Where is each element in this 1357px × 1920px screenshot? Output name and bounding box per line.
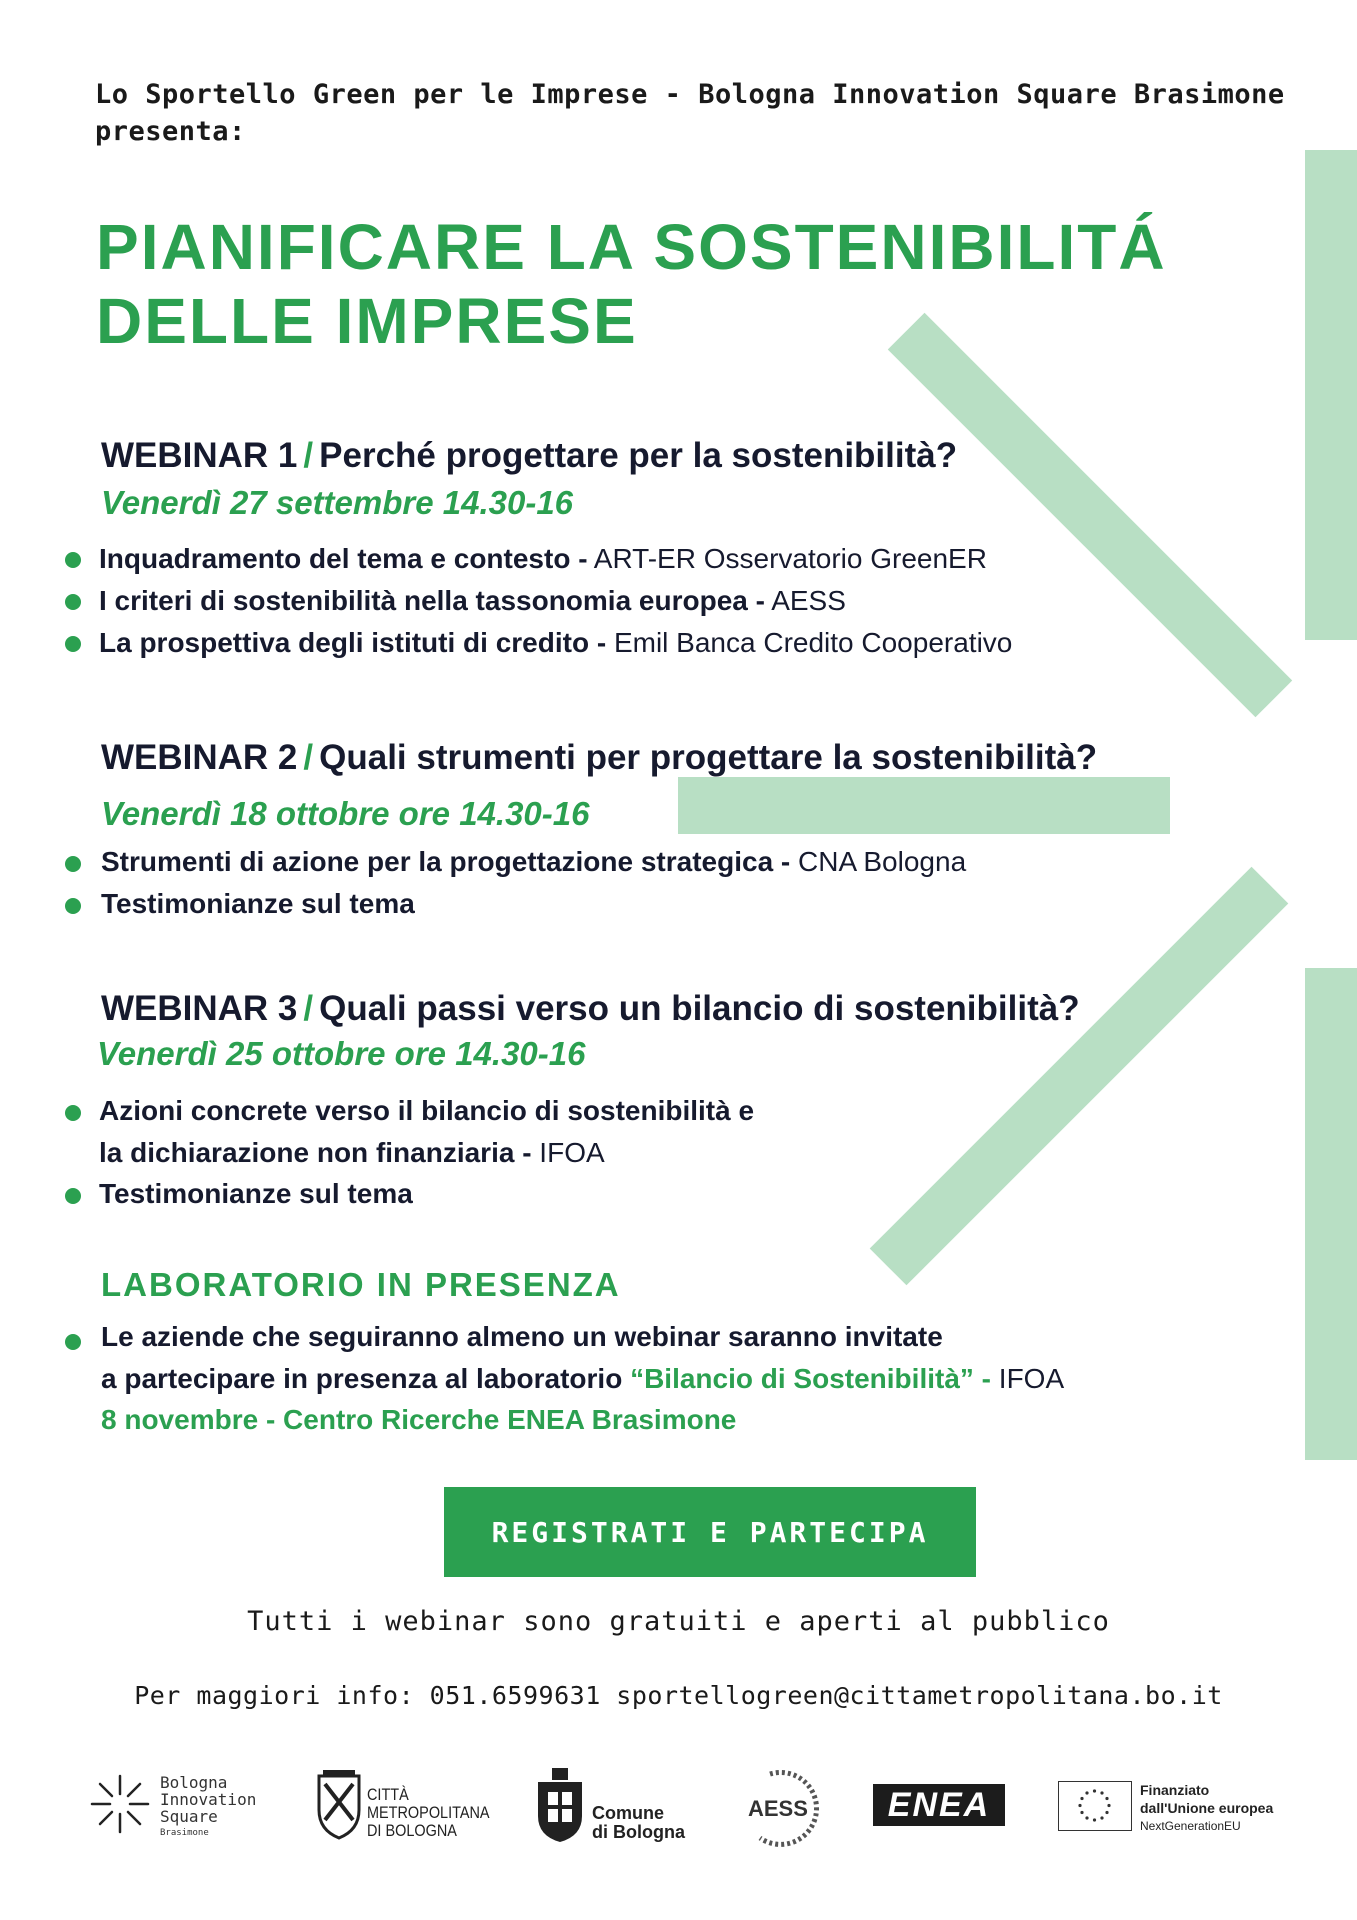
webinar-2-heading — [101, 738, 1097, 778]
item-bold: Testimonianze sul tema — [99, 1178, 413, 1209]
webinar-1-topic: Perché progettare per la sostenibilità? — [319, 436, 958, 475]
bullet-icon — [65, 1105, 81, 1121]
webinar-3-topic: Quali passi verso un bilancio di sostenibilità? — [319, 989, 1080, 1028]
eu-flag-icon — [1058, 1781, 1132, 1831]
lab-line-2 — [101, 1358, 1064, 1400]
item-bold: La prospettiva degli istituti di credito - — [99, 627, 607, 658]
item-bold: Strumenti di azione per la progettazione strategica - — [101, 846, 791, 877]
cb-line-1: Comune — [592, 1803, 664, 1823]
aess-label: AESS — [748, 1796, 808, 1821]
lab-workshop-name: “Bilancio di Sostenibilità” - — [630, 1363, 992, 1394]
logo-aess — [730, 1768, 830, 1848]
webinar-3-item-2 — [99, 1132, 605, 1174]
bullet-icon — [65, 552, 81, 568]
logo-comune-bologna — [534, 1766, 694, 1846]
webinar-3-label: WEBINAR 3 — [101, 989, 298, 1028]
page-title — [96, 210, 1167, 358]
eu-line-1: Finanziato — [1140, 1782, 1210, 1798]
eu-line-2: dall'Unione europea — [1140, 1800, 1274, 1816]
shield-icon — [315, 1770, 363, 1840]
lab-line-1 — [101, 1316, 943, 1358]
item-speaker: Emil Banca Credito Cooperativo — [606, 627, 1013, 658]
item-speaker: ART-ER Osservatorio GreenER — [587, 543, 987, 574]
logo-eu-nextgeneration — [1058, 1779, 1298, 1835]
item-speaker: IFOA — [531, 1137, 605, 1168]
logo-enea: ENEA — [873, 1784, 1005, 1826]
lab-title: LABORATORIO IN PRESENZA — [101, 1266, 621, 1303]
webinar-2-topic: Quali strumenti per progettare la sostenibilità? — [319, 738, 1098, 777]
bullet-icon — [65, 636, 81, 652]
register-button[interactable]: REGISTRATI E PARTECIPA — [444, 1487, 976, 1577]
webinar-3-heading — [101, 989, 1080, 1029]
item-bold: la dichiarazione non finanziaria - — [99, 1137, 532, 1168]
title-line-2: DELLE IMPRESE — [96, 285, 638, 357]
logo-citta-metropolitana — [315, 1770, 490, 1842]
webinar-2-slash: / — [303, 738, 314, 777]
webinar-2-item-1 — [101, 841, 966, 883]
decor-diagonal-up — [870, 867, 1289, 1286]
bullet-icon — [65, 594, 81, 610]
lab-line-2-bold: a partecipare in presenza al laboratorio — [101, 1363, 631, 1394]
lab-line-3-text: 8 novembre - Centro Ricerche ENEA Brasimone — [101, 1404, 737, 1435]
bullet-icon — [65, 856, 81, 872]
webinar-1-item-1 — [99, 538, 987, 580]
bullet-icon — [65, 898, 81, 914]
lab-provider: IFOA — [991, 1363, 1065, 1394]
item-bold: Testimonianze sul tema — [101, 888, 415, 919]
logo-bologna-innovation-square — [88, 1772, 268, 1838]
coat-of-arms-icon — [534, 1766, 586, 1844]
item-bold: I criteri di sostenibilità nella tassonomia europea - — [99, 585, 765, 616]
lab-date-location — [101, 1399, 736, 1441]
bullet-icon — [65, 1334, 81, 1350]
webinar-1-date: Venerdì 27 settembre 14.30-16 — [101, 484, 574, 521]
webinar-3-item-1 — [99, 1090, 754, 1132]
eu-line-3: NextGenerationEU — [1140, 1819, 1241, 1833]
item-speaker: CNA Bologna — [790, 846, 967, 877]
webinar-2-label: WEBINAR 2 — [101, 738, 298, 777]
contact-info: Per maggiori info: 051.6599631 sportellogreen@cittametropolitana.bo.it — [134, 1681, 1223, 1710]
webinar-1-label: WEBINAR 1 — [101, 436, 298, 475]
item-bold: Inquadramento del tema e contesto - — [99, 543, 588, 574]
cm-line-3: DI BOLOGNA — [367, 1821, 457, 1840]
intro-text: Lo Sportello Green per le Imprese - Bologna Innovation Square Brasimone presenta: — [95, 79, 1285, 147]
webinar-1-item-2 — [99, 580, 846, 622]
webinar-2-item-2 — [101, 883, 415, 925]
free-access-note: Tutti i webinar sono gratuiti e aperti al pubblico — [247, 1606, 1110, 1637]
starburst-icon — [88, 1772, 152, 1836]
item-bold: Azioni concrete verso il bilancio di sostenibilità e — [99, 1095, 755, 1126]
decor-bar-right-top — [1305, 150, 1357, 640]
bullet-icon — [65, 1188, 81, 1204]
webinar-2-date: Venerdì 18 ottobre ore 14.30-16 — [101, 795, 590, 832]
decor-bar-right-bottom — [1305, 968, 1357, 1460]
decor-bar-horizontal — [678, 777, 1170, 834]
lab-line-1-text: Le aziende che seguiranno almeno un webinar saranno invitate — [101, 1321, 943, 1352]
cm-line-1: CITTÀ — [367, 1785, 409, 1804]
webinar-1-heading — [101, 436, 957, 476]
bis-line-2: Innovation — [160, 1790, 257, 1809]
webinar-1-slash: / — [303, 436, 314, 475]
bis-line-3: Square — [160, 1807, 218, 1826]
cb-line-2: di Bologna — [592, 1822, 685, 1842]
bis-line-1: Bologna — [160, 1773, 228, 1792]
title-line-1: PIANIFICARE LA SOSTENIBILITÁ — [96, 211, 1167, 283]
webinar-3-slash: / — [303, 989, 314, 1028]
cm-line-2: METROPOLITANA — [367, 1803, 490, 1822]
bis-line-4: Brasimone — [160, 1828, 209, 1838]
item-speaker: AESS — [764, 585, 846, 616]
webinar-3-date: Venerdì 25 ottobre ore 14.30-16 — [97, 1035, 586, 1072]
webinar-1-item-3 — [99, 622, 1012, 664]
webinar-3-item-3 — [99, 1173, 413, 1215]
